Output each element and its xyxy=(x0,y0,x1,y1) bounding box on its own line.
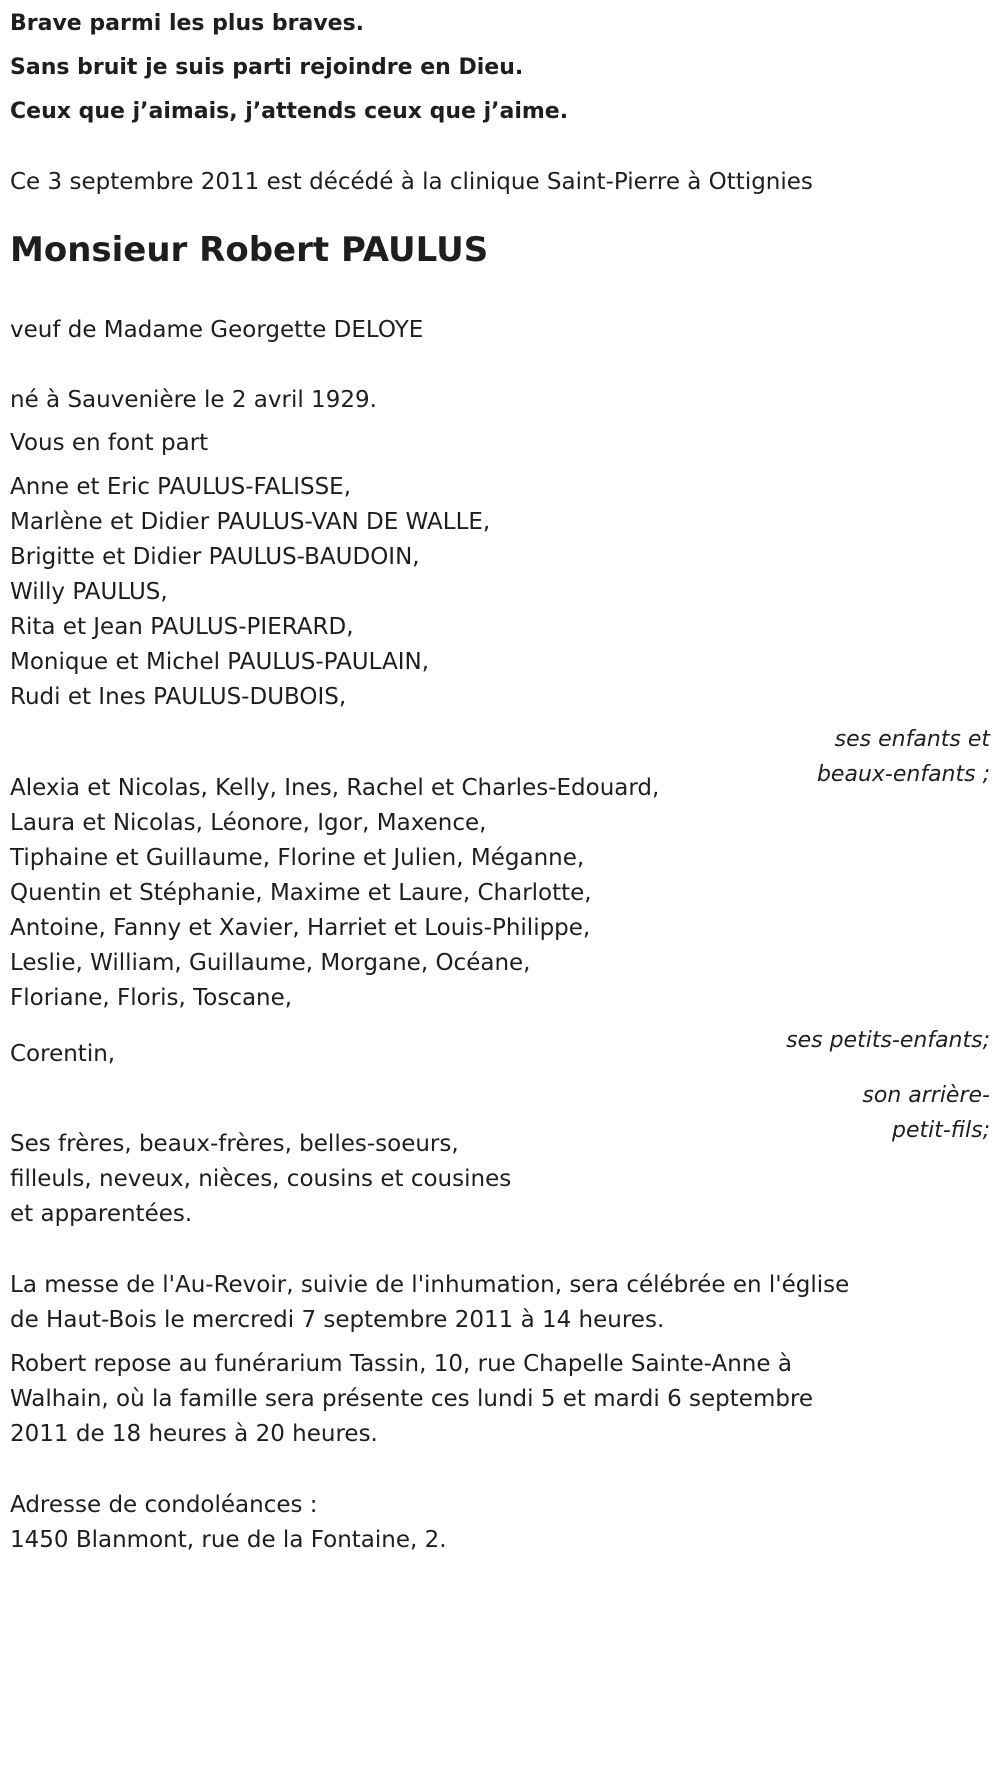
children-item: Rudi et Ines PAULUS-DUBOIS, xyxy=(10,684,347,710)
mass-line: de Haut-Bois le mercredi 7 septembre 2011 à 14 heures. xyxy=(10,1307,665,1333)
children-relation-line-2: beaux-enfants ; xyxy=(816,762,990,787)
children-item: Marlène et Didier PAULUS-VAN DE WALLE, xyxy=(10,509,491,535)
grandchildren-item: Tiphaine et Guillaume, Florine et Julien, Méganne, xyxy=(10,845,585,871)
mass-line: La messe de l'Au-Revoir, suivie de l'inhumation, sera célébrée en l'église xyxy=(10,1272,850,1298)
siblings-line: filleuls, neveux, nièces, cousins et cousines xyxy=(10,1166,512,1192)
grandchildren-item: Laura et Nicolas, Léonore, Igor, Maxence, xyxy=(10,810,487,836)
grandchildren-item: Alexia et Nicolas, Kelly, Ines, Rachel et Charles-Edouard, xyxy=(10,775,660,801)
children-item: Rita et Jean PAULUS-PIERARD, xyxy=(10,614,354,640)
quote-line-1: Brave parmi les plus braves. xyxy=(10,11,365,36)
quote-line-2: Sans bruit je suis parti rejoindre en Dieu. xyxy=(10,55,524,80)
birth-line: né à Sauvenière le 2 avril 1929. xyxy=(10,387,377,413)
siblings-line: Ses frères, beaux-frères, belles-soeurs, xyxy=(10,1131,459,1157)
grandchildren-item: Leslie, William, Guillaume, Morgane, Océane, xyxy=(10,950,531,976)
quote-line-3: Ceux que j’aimais, j’attends ceux que j’aime. xyxy=(10,99,569,124)
announce-line: Vous en font part xyxy=(10,430,209,456)
rest-line: 2011 de 18 heures à 20 heures. xyxy=(10,1421,378,1447)
obituary-page xyxy=(10,0,990,1784)
grandchildren-item: Floriane, Floris, Toscane, xyxy=(10,985,293,1011)
condolences-address-line: 1450 Blanmont, rue de la Fontaine, 2. xyxy=(10,1527,447,1553)
great-grandchild-relation-line-1: son arrière- xyxy=(862,1083,990,1108)
great-grandchild-relation-line-2: petit-fils; xyxy=(891,1118,990,1143)
siblings-line: et apparentées. xyxy=(10,1201,193,1227)
children-item: Anne et Eric PAULUS-FALISSE, xyxy=(10,474,352,500)
great-grandchild: Corentin, xyxy=(10,1041,116,1067)
children-relation-line-1: ses enfants et xyxy=(834,727,990,752)
widower-line: veuf de Madame Georgette DELOYE xyxy=(10,317,424,343)
deceased-name: Monsieur Robert PAULUS xyxy=(10,230,489,270)
children-item: Monique et Michel PAULUS-PAULAIN, xyxy=(10,649,430,675)
rest-line: Walhain, où la famille sera présente ces lundi 5 et mardi 6 septembre xyxy=(10,1386,814,1412)
grandchildren-item: Quentin et Stéphanie, Maxime et Laure, Charlotte, xyxy=(10,880,592,906)
grandchildren-relation: ses petits-enfants; xyxy=(786,1028,990,1053)
death-announcement: Ce 3 septembre 2011 est décédé à la clinique Saint-Pierre à Ottignies xyxy=(10,169,813,195)
children-item: Willy PAULUS, xyxy=(10,579,168,605)
grandchildren-item: Antoine, Fanny et Xavier, Harriet et Louis-Philippe, xyxy=(10,915,591,941)
condolences-label: Adresse de condoléances : xyxy=(10,1492,318,1518)
children-item: Brigitte et Didier PAULUS-BAUDOIN, xyxy=(10,544,420,570)
rest-line: Robert repose au funérarium Tassin, 10, rue Chapelle Sainte-Anne à xyxy=(10,1351,792,1377)
